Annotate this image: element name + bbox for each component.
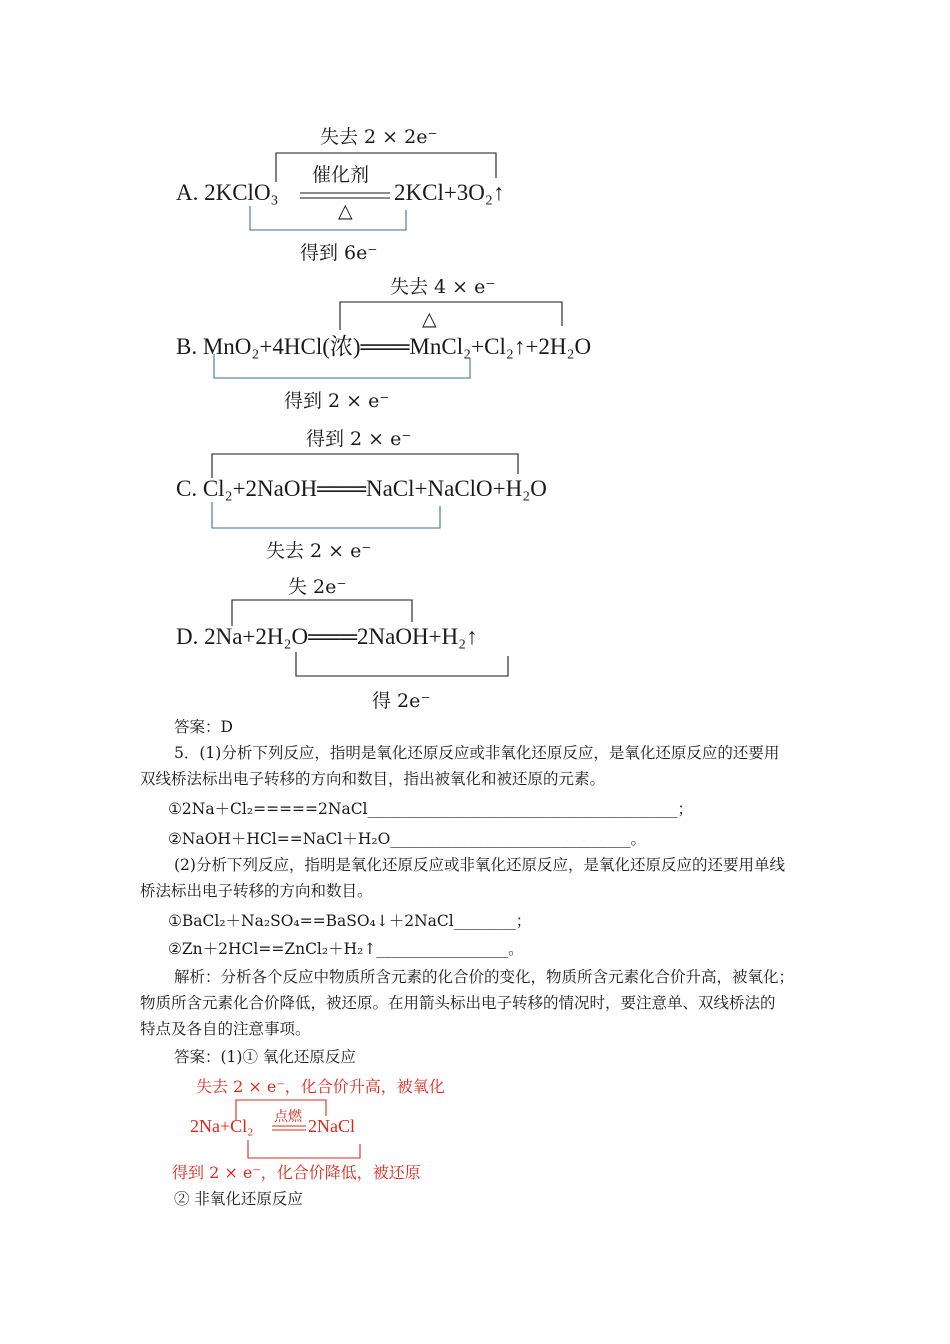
optB-condition-top: △ <box>422 308 437 330</box>
optD-bottom-bridge <box>296 652 508 676</box>
optA-equation-left: A. 2KClO₃ <box>176 180 279 205</box>
optD-equation: D. 2Na+2H₂O═══2NaOH+H₂↑ <box>176 624 478 649</box>
answer-label: 答案：D <box>174 718 233 736</box>
optB-equation: B. MnO₂+4HCl(浓)═══MnCl₂+Cl₂↑+2H₂O <box>176 334 592 359</box>
red-equation-right: 2NaCl <box>308 1116 355 1136</box>
red-condition: 点燃 <box>274 1109 302 1125</box>
red-top-label: 失去 2 × e⁻，化合价升高，被氧化 <box>196 1077 445 1096</box>
q5-item-1: ①2Na＋Cl₂=====2NaCl________________________________________； <box>168 800 694 818</box>
optA-top-bridge <box>276 153 496 182</box>
optC-top-bridge <box>212 454 518 478</box>
analysis-line-1: 解析：分析各个反应中物质所含元素的化合价的变化，物质所含元素化合价升高，被氧化； <box>174 968 795 986</box>
answer-part2: ② 非氧化还原反应 <box>174 1190 303 1208</box>
red-bottom-label: 得到 2 × e⁻，化合价降低，被还原 <box>172 1163 421 1182</box>
analysis-line-3: 特点及各自的注意事项。 <box>140 1020 311 1038</box>
q5-part2-intro-2: 桥法标出电子转移的方向和数目。 <box>140 882 373 900</box>
optC-top-label: 得到 2 × e⁻ <box>306 428 412 450</box>
optB-bottom-label: 得到 2 × e⁻ <box>284 390 390 412</box>
optA-top-label: 失去 2 × 2e⁻ <box>320 126 438 148</box>
optB-bottom-bridge <box>214 354 470 378</box>
optB-top-label: 失去 4 × e⁻ <box>390 276 496 298</box>
q5-item-4: ②Zn＋2HCl==ZnCl₂＋H₂↑_________________。 <box>168 940 524 958</box>
optA-condition-top: 催化剂 <box>312 164 370 186</box>
optD-bottom-label: 得 2e⁻ <box>372 690 431 712</box>
red-equation-left: 2Na+Cl₂ <box>190 1116 254 1136</box>
q5-part2-intro-1: (2)分析下列反应，指明是氧化还原反应或非氧化还原反应，是氧化还原反应的还要用单线 <box>174 856 785 874</box>
optA-equation-right: 2KCl+3O₂↑ <box>394 180 505 205</box>
optC-equation: C. Cl₂+2NaOH═══NaCl+NaClO+H₂O <box>176 476 547 501</box>
q5-part1-intro-2: 双线桥法标出电子转移的方向和数目，指出被氧化和被还原的元素。 <box>140 770 606 788</box>
optC-bottom-bridge <box>212 502 440 528</box>
optA-bottom-bridge <box>250 206 406 230</box>
q5-part1-intro-1: 5．(1)分析下列反应，指明是氧化还原反应或非氧化还原反应，是氧化还原反应的还要用 <box>174 744 780 762</box>
optA-bottom-label: 得到 6e⁻ <box>300 242 378 264</box>
q5-item-2: ②NaOH＋HCl==NaCl＋H₂O_______________________________。 <box>168 830 647 848</box>
optD-top-label: 失 2e⁻ <box>288 576 347 598</box>
optC-bottom-label: 失去 2 × e⁻ <box>266 540 372 562</box>
analysis-line-2: 物质所含元素化合价降低，被还原。在用箭头标出电子转移的情况时，要注意单、双线桥法的 <box>140 994 776 1012</box>
optA-condition-bottom: △ <box>338 200 353 222</box>
optD-top-bridge <box>232 600 412 626</box>
answer-part1: 答案：(1)① 氧化还原反应 <box>174 1048 356 1066</box>
red-bottom-bridge <box>248 1140 360 1158</box>
q5-item-3: ①BaCl₂＋Na₂SO₄==BaSO₄↓＋2NaCl________； <box>168 912 532 930</box>
optB-top-bridge <box>340 302 562 330</box>
